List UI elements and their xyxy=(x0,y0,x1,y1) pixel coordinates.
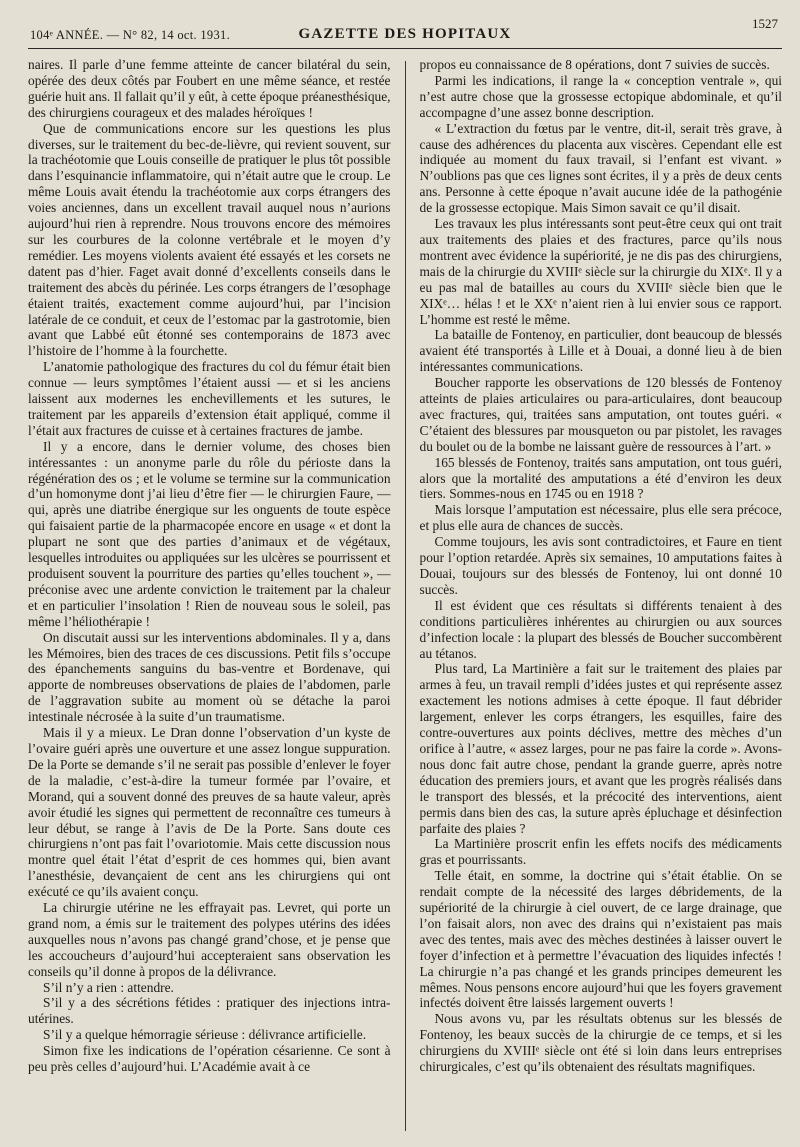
paragraph: S’il n’y a rien : attendre. xyxy=(43,979,174,995)
paragraph: Mais il y a mieux. Le Dran donne l’observation d’un kyste de l’ovaire guéri après une ouverture et une assez longue suppuration. De la Porte se demande s’il ne serait pas possible d’enlever le foyer de la maladie, c’est-à-dire la tumeur formée par l’ovaire, et Morand, qui a souvent donné des preuves de sa haute valeur, après avoir étudié les signes qui permettent de reconnaître ces tumeurs à leur début, se range à l’avis de De la Porte. Sans doute ces chirurgiens n’ont pas fait l’ovariotomie. Mais cette discussion nous montre quel était l’état d’esprit de ces hommes qui, bien avant l’anesthésie, devançaient de cent ans les chirurgiens qui ont exécuté ce qu’ils avaient conçu. xyxy=(28,725,391,900)
page-number: 1527 xyxy=(752,16,778,31)
paragraph: propos eu connaissance de 8 opérations, dont 7 suivies de succès. xyxy=(419,57,770,72)
page-header xyxy=(28,14,782,49)
left-column xyxy=(28,57,391,1137)
paragraph: S’il y a des sécrétions fétides : pratiquer des injections intra-utérines. xyxy=(28,995,391,1027)
paragraph: Il est évident que ces résultats si différents tenaient à des conditions particulières inhérentes au chirurgien ou aux sources d’infection locale : la plupart des blessés de Boucher succombèrent au tétanos. xyxy=(419,597,783,661)
column-divider xyxy=(405,61,406,1131)
paragraph: naires. Il parle d’une femme atteinte de cancer bilatéral du sein, opérée des deux côtés par Foubert en une même séance, et restée guérie huit ans. Il fallait qu’il y eût, à cette époque préanesthésique, des chirurgiens courageux et des malades héroïques ! xyxy=(28,57,391,120)
paragraph: Boucher rapporte les observations de 120 blessés de Fontenoy atteints de plaies articulaires ou para-articulaires, dont beaucoup avec fractures, qui, traitées sans amputation, ont toutes guéri. « C’étaient des blessures par mousqueton ou par pistolet, les ravages du boulet ou de la bombe ne laissant guère de ressources à l’art. » xyxy=(419,375,783,454)
right-column xyxy=(420,57,783,1137)
paragraph: Les travaux les plus intéressants sont peut-être ceux qui ont trait aux traitements des plaies et des fractures, parce qu’ils nous montrent avec évidence la supériorité, je ne dis pas des chirurgiens, mais de la chirurgie du XVIIIᵉ siècle sur la chirurgie du XIXᵉ. Il y a eu pas mal de batailles au cours du XVIIIᵉ siècle bien que le XIXᵉ… hélas ! et le XXᵉ n’aient rien à lui envier sous ce rapport. L’homme est resté le même. xyxy=(419,216,783,327)
paragraph: La chirurgie utérine ne les effrayait pas. Levret, qui porte un grand nom, a émis sur le traitement des polypes utérins des idées auxquelles nous n’avons pas changé grand’chose, et je pense que les accoucheurs d’aujourd’hui accepteraient sans observation les conseils qu’il donne à propos de la délivrance. xyxy=(28,900,391,979)
paragraph: La Martinière proscrit enfin les effets nocifs des médicaments gras et pourrissants. xyxy=(419,836,783,868)
paragraph: Mais lorsque l’amputation est nécessaire, plus elle sera précoce, et plus elle aura de chances de succès. xyxy=(419,502,783,534)
issue-info: 104ᵉ ANNÉE. — N° 82, 14 oct. 1931. xyxy=(30,28,230,42)
paragraph: « L’extraction du fœtus par le ventre, dit-il, serait très grave, à cause des adhérences du placenta aux viscères. Cependant elle est indiquée au moment du faux travail, si l’enfant est vivant. » N’oublions pas que ces lignes sont écrites, il y a près de deux cents ans. Personne à cette époque n’avait aucune idée de la pathogénie de la grossesse ectopique. Mais Simon savait ce qu’il disait. xyxy=(419,120,783,216)
paragraph: Comme toujours, les avis sont contradictoires, et Faure en tient pour l’option retardée. Après six semaines, 10 amputations faites à Douai, toujours sur des blessés de Fontenoy, lui ont donné 10 succès. xyxy=(419,534,783,597)
paragraph: Nous avons vu, par les résultats obtenus sur les blessés de Fontenoy, les beaux succès de la chirurgie de ce temps, et si les chirurgiens du XVIIIᵉ siècle ont été si loin dans leurs entreprises chirurgicales, c’est qu’ils obtenaient des résultats magnifiques. xyxy=(419,1011,783,1075)
paragraph: Plus tard, La Martinière a fait sur le traitement des plaies par armes à feu, un travail rempli d’idées justes et qui représente assez exactement les notions admises à cette époque. Il faut débrider largement, enlever les corps étrangers, les esquilles, faire des contre-ouvertures aux points déclives, mettre des mèches d’un orifice à l’autre, « assez larges, pour ne pas faire la corde ». Avons-nous donc fait autre chose, pendant la grande guerre, après notre éducation des premiers jours, et avant que les progrès réalisés dans le transport des blessés, et la précocité des interventions, aient permis dans bien des cas, la suture après épluchage et désinfection parfaite des plaies ? xyxy=(419,661,783,836)
text-columns xyxy=(28,57,782,1137)
paragraph: Il y a encore, dans le dernier volume, des choses bien intéressantes : un anonyme parle du rôle du périoste dans la régénération des os ; et le volume se termine sur la communication d’un homonyme dont j’ai lieu d’être fier — le chirurgien Faure, — qui, après une diatribe énergique sur les onguents de toute espèce qui faisaient partie de la pharmacopée encore en usage « et dont la plupart ne sont que des parties d’animaux et de végétaux, lesquelles introduites ou appliquées sur les ulcères se pourrissent et produisent souvent la pourriture des parties qu’elles touchent », — préconise avec une ardente conviction le traitement par la chaleur et en particulier l’insolation ! Rien de nouveau sous le soleil, pas même l’héliothérapie ! xyxy=(28,438,391,629)
paragraph: S’il y a quelque hémorragie sérieuse : délivrance artificielle. xyxy=(43,1027,367,1043)
paragraph: Parmi les indications, il range la « conception ventrale », qui n’est autre chose que la grossesse ectopique abdominale, et qu’il accompagne d’une assez bonne description. xyxy=(419,72,783,120)
paragraph: On discutait aussi sur les interventions abdominales. Il y a, dans les Mémoires, bien des traces de ces discussions. Petit fils s’occupe des épanchements sanguins du bas-ventre et Bordenave, qui apporte de nombreuses observations de plaies de l’abdomen, parle de l’aggravation subite au moment où se détache la paroi intestinale nécrosée à la suite d’un traumatisme. xyxy=(28,629,391,725)
paragraph: 165 blessés de Fontenoy, traités sans amputation, ont tous guéri, alors que la mortalité des amputations a été d’environ les deux tiers. Sommes-nous en 1745 ou en 1918 ? xyxy=(419,454,783,502)
paragraph: La bataille de Fontenoy, en particulier, dont beaucoup de blessés avaient été transportés à Lille et à Douai, a donné lieu à de bien intéressantes communications. xyxy=(419,327,783,375)
paragraph: Que de communications encore sur les questions les plus diverses, sur le traitement du bec-de-lièvre, qui revient souvent, sur la trachéotomie que Louis conseille de pratiquer le plus tôt possible dans l’esquinancie inflammatoire, qui n’était autre que le croup. Le même Louis avait étendu la trachéotomie aux corps étrangers des voies anciennes, dans un excellent travail auquel nous n’aurions aujourd’hui rien à reprendre. Nous trouvons encore des mémoires sur les courbures de la colonne vertébrale et le moyen d’y remédier. Les moyens violents avaient été essayés et les corsets ne datent pas d’hier. Faget avait donné d’excellents conseils dans le traitement des abcès du périnée. Les corps étrangers de l’œsophage étaient traités, exactement comme aujourd’hui, par l’incision latérale de ce conduit, et ceux de l’estomac par la gastrotomie, bien avant que Labbé eût étonné ses contemporains de 1873 avec l’histoire de l’homme à la fourchette. xyxy=(28,120,391,359)
paragraph: L’anatomie pathologique des fractures du col du fémur était bien connue — leurs symptômes l’étaient aussi — et si les anciens laissent aux modernes les enchevillements et les sutures, le traitement par les appareils d’extension était appliqué, comme il l’était aux fractures de cuisse et à certaines fractures de jambe. xyxy=(28,359,391,438)
paragraph: Telle était, en somme, la doctrine qui s’était établie. On se rendait compte de la nécessité des larges débridements, de la supériorité de la chirurgie à ciel ouvert, de ce large drainage, que l’on faisait alors, non avec des drains qui n’existaient pas mais avec des tentes, mais avec des mèches destinées à laisser ouvert le foyer d’infection et à permettre l’évacuation des liquides infectés ! La chirurgie n’a pas changé et les grands principes demeurent les mêmes. Nous pensons encore aujourd’hui que les foyers gravement infectés doivent être laissés largement ouverts ! xyxy=(419,868,783,1011)
paragraph: Simon fixe les indications de l’opération césarienne. Ce sont à peu près celles d’aujourd’hui. L’Académie avait à ce xyxy=(28,1043,391,1075)
journal-title: GAZETTE DES HOPITAUX xyxy=(298,26,512,42)
